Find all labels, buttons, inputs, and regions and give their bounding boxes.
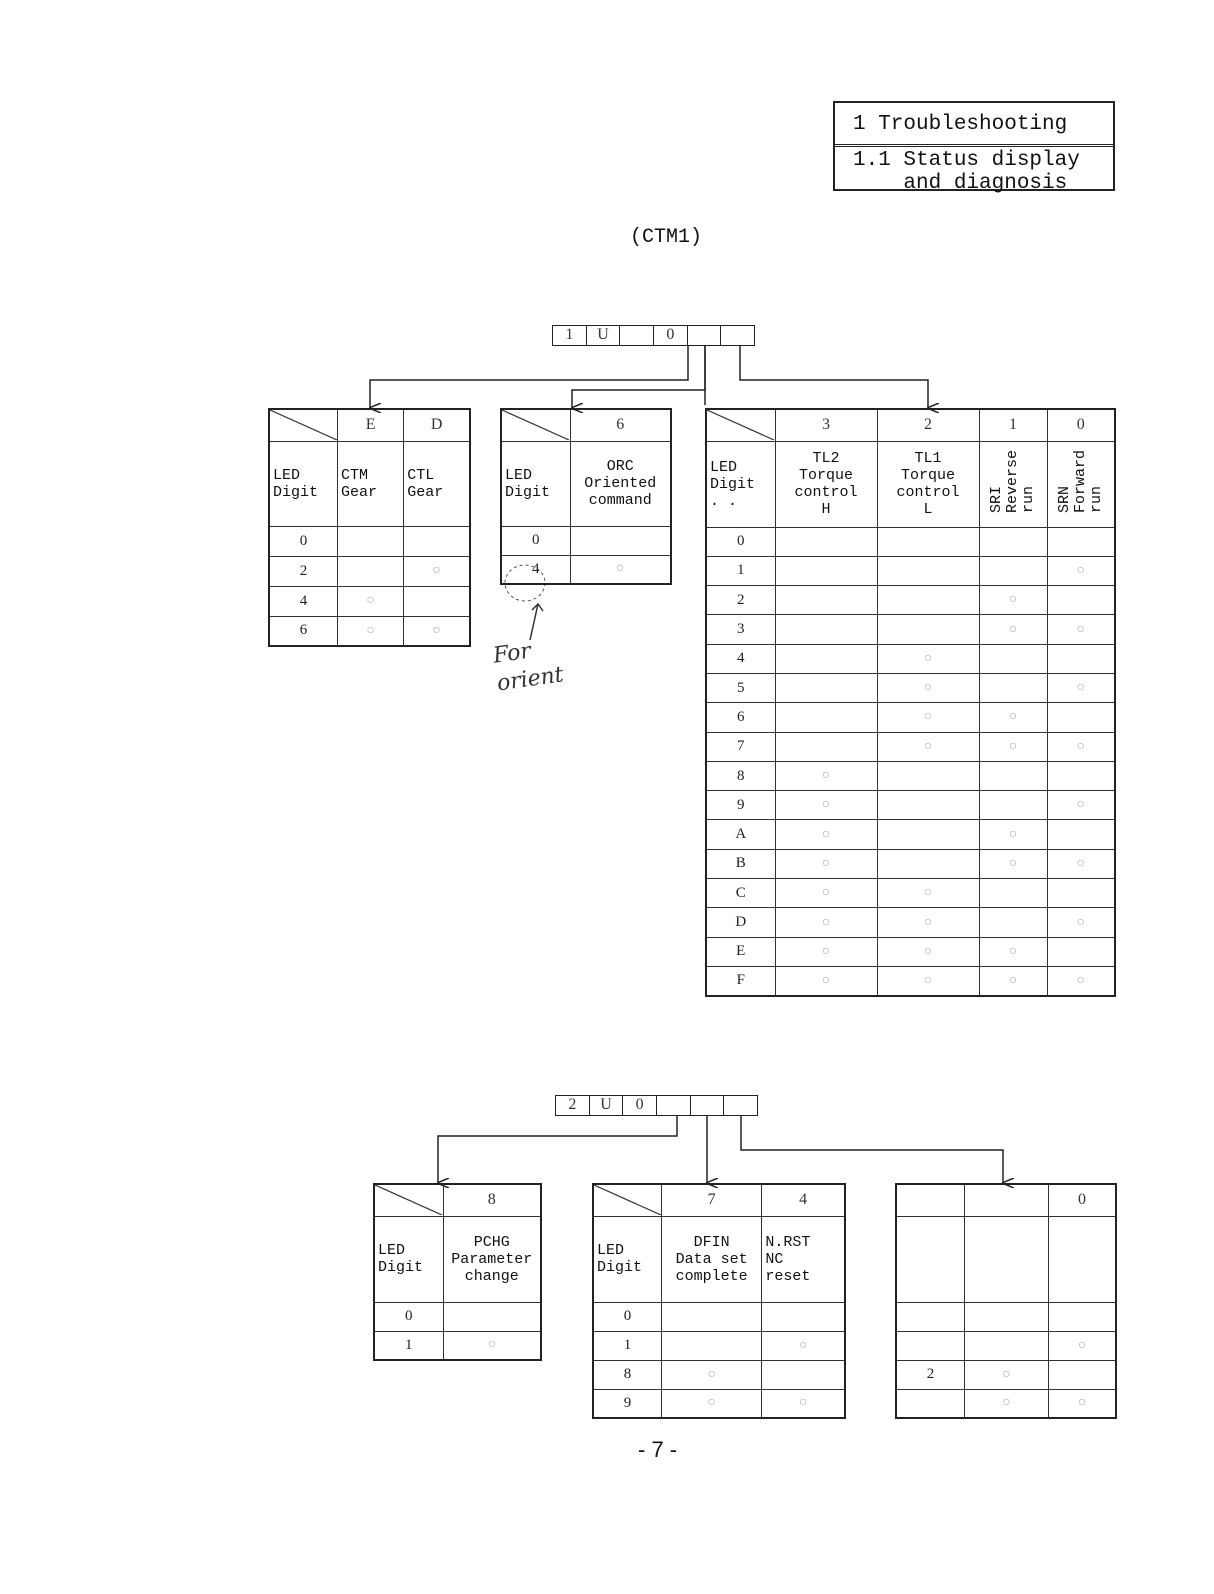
mark-cell: ○ bbox=[877, 673, 979, 702]
column-label: DFIN Data set complete bbox=[662, 1216, 762, 1302]
led-digit-label: LED Digit . . bbox=[706, 441, 775, 527]
mark-cell bbox=[762, 1302, 845, 1331]
mark-cell bbox=[1047, 527, 1115, 556]
table-row bbox=[706, 527, 1115, 556]
mark-cell: ○ bbox=[443, 1331, 541, 1360]
mark-cell: ○ bbox=[979, 966, 1047, 995]
digit-cell: 2 bbox=[269, 556, 337, 586]
mark-cell bbox=[662, 1331, 762, 1360]
rotated-label: SRI Reverse run bbox=[988, 449, 1037, 513]
table-row bbox=[706, 556, 1115, 585]
mark-cell bbox=[877, 820, 979, 849]
register-2-cell: 0 bbox=[623, 1096, 657, 1115]
table-row bbox=[706, 849, 1115, 878]
bit-header: D bbox=[404, 409, 470, 441]
bit-header: 7 bbox=[662, 1184, 762, 1216]
mark-cell: ○ bbox=[337, 616, 403, 646]
mark-cell: ○ bbox=[775, 849, 877, 878]
mark-cell bbox=[979, 527, 1047, 556]
mark-cell: ○ bbox=[1047, 732, 1115, 761]
register-1-cell: U bbox=[587, 326, 621, 345]
subsection-title: 1.1 Status display and diagnosis bbox=[853, 149, 1080, 195]
mark-cell: ○ bbox=[762, 1331, 845, 1360]
bit-header: 8 bbox=[443, 1184, 541, 1216]
mark-cell: ○ bbox=[775, 879, 877, 908]
mark-cell: ○ bbox=[979, 937, 1047, 966]
mark-cell: ○ bbox=[964, 1389, 1048, 1418]
bit-header: 1 bbox=[979, 409, 1047, 441]
column-label bbox=[1049, 1216, 1116, 1302]
mark-cell bbox=[979, 673, 1047, 702]
mark-cell bbox=[877, 761, 979, 790]
digit-cell: 1 bbox=[706, 556, 775, 585]
digit-cell: E bbox=[706, 937, 775, 966]
digit-cell: 2 bbox=[896, 1360, 964, 1389]
digit-cell: 7 bbox=[706, 732, 775, 761]
register-2-cell: 2 bbox=[556, 1096, 590, 1115]
mark-cell: ○ bbox=[979, 586, 1047, 615]
mark-cell bbox=[1047, 937, 1115, 966]
digit-cell: A bbox=[706, 820, 775, 849]
mark-cell bbox=[877, 791, 979, 820]
digit-cell: 4 bbox=[269, 586, 337, 616]
digit-cell: F bbox=[706, 966, 775, 995]
digit-cell: 3 bbox=[706, 615, 775, 644]
handwritten-note: For orient bbox=[491, 638, 566, 697]
bit-header: 3 bbox=[775, 409, 877, 441]
mark-cell: ○ bbox=[979, 703, 1047, 732]
bit-header: 0 bbox=[1047, 409, 1115, 441]
mark-cell bbox=[979, 761, 1047, 790]
mark-cell bbox=[662, 1302, 762, 1331]
mark-cell: ○ bbox=[1047, 908, 1115, 937]
digit-cell: 6 bbox=[269, 616, 337, 646]
mark-cell bbox=[979, 908, 1047, 937]
mark-cell: ○ bbox=[1049, 1389, 1116, 1418]
digit-cell: 0 bbox=[269, 526, 337, 556]
mark-cell bbox=[877, 849, 979, 878]
mark-cell: ○ bbox=[1047, 966, 1115, 995]
mark-cell: ○ bbox=[775, 937, 877, 966]
table-row bbox=[706, 615, 1115, 644]
mark-cell bbox=[1047, 703, 1115, 732]
column-label bbox=[1047, 441, 1115, 527]
mark-cell: ○ bbox=[1047, 556, 1115, 585]
mark-cell bbox=[877, 615, 979, 644]
mark-cell: ○ bbox=[877, 966, 979, 995]
table-6 bbox=[500, 408, 672, 585]
bit-header: E bbox=[337, 409, 403, 441]
mark-cell bbox=[775, 644, 877, 673]
section-title: 1 Troubleshooting bbox=[853, 113, 1068, 136]
table-0-bottom bbox=[895, 1183, 1117, 1419]
mark-cell: ○ bbox=[979, 615, 1047, 644]
page-number: - 7 - bbox=[638, 1437, 678, 1462]
mark-cell bbox=[1047, 586, 1115, 615]
column-label bbox=[964, 1216, 1048, 1302]
mark-cell bbox=[877, 586, 979, 615]
digit-cell: 0 bbox=[374, 1302, 443, 1331]
column-label: N.RST NC reset bbox=[762, 1216, 845, 1302]
led-digit-label: LED Digit bbox=[593, 1216, 662, 1302]
mark-cell: ○ bbox=[877, 732, 979, 761]
register-2-cell: U bbox=[590, 1096, 624, 1115]
table-8 bbox=[373, 1183, 542, 1361]
mark-cell bbox=[775, 527, 877, 556]
mark-cell: ○ bbox=[979, 820, 1047, 849]
bit-header: 6 bbox=[570, 409, 671, 441]
led-digit-label: LED Digit bbox=[501, 441, 570, 526]
table-row bbox=[706, 937, 1115, 966]
table-74 bbox=[592, 1183, 846, 1419]
diagonal-cell bbox=[501, 409, 570, 441]
mark-cell: ○ bbox=[1049, 1331, 1116, 1360]
mark-cell: ○ bbox=[1047, 791, 1115, 820]
digit-cell: B bbox=[706, 849, 775, 878]
mark-cell bbox=[1047, 879, 1115, 908]
bit-header: 0 bbox=[1049, 1184, 1116, 1216]
mark-cell: ○ bbox=[404, 616, 470, 646]
table-row bbox=[706, 761, 1115, 790]
mark-cell: ○ bbox=[877, 879, 979, 908]
digit-cell: 9 bbox=[593, 1389, 662, 1418]
digit-cell: 5 bbox=[706, 673, 775, 702]
digit-cell: 8 bbox=[593, 1360, 662, 1389]
mark-cell: ○ bbox=[1047, 673, 1115, 702]
table-3210 bbox=[705, 408, 1116, 997]
mark-cell bbox=[762, 1360, 845, 1389]
table-row bbox=[706, 820, 1115, 849]
mark-cell bbox=[1047, 644, 1115, 673]
mark-cell: ○ bbox=[877, 703, 979, 732]
table-row bbox=[706, 791, 1115, 820]
digit-cell: 0 bbox=[593, 1302, 662, 1331]
digit-cell bbox=[896, 1389, 964, 1418]
register-1-cell: 0 bbox=[654, 326, 688, 345]
mark-cell: ○ bbox=[662, 1389, 762, 1418]
table-ED bbox=[268, 408, 471, 647]
bit-header bbox=[964, 1184, 1048, 1216]
led-digit-label: LED Digit bbox=[269, 441, 337, 526]
mark-cell: ○ bbox=[404, 556, 470, 586]
mark-cell bbox=[979, 556, 1047, 585]
mark-cell bbox=[570, 526, 671, 555]
digit-cell: 2 bbox=[706, 586, 775, 615]
mark-cell: ○ bbox=[762, 1389, 845, 1418]
page-subtitle: (CTM1) bbox=[630, 226, 703, 249]
mark-cell bbox=[775, 586, 877, 615]
column-label bbox=[979, 441, 1047, 527]
digit-cell: 4 bbox=[501, 555, 570, 584]
mark-cell: ○ bbox=[979, 732, 1047, 761]
mark-cell bbox=[404, 526, 470, 556]
digit-cell: 0 bbox=[706, 527, 775, 556]
led-digit-label bbox=[896, 1216, 964, 1302]
mark-cell bbox=[337, 526, 403, 556]
diagonal-cell bbox=[706, 409, 775, 441]
mark-cell: ○ bbox=[662, 1360, 762, 1389]
mark-cell: ○ bbox=[570, 555, 671, 584]
digit-cell: 4 bbox=[706, 644, 775, 673]
mark-cell bbox=[443, 1302, 541, 1331]
mark-cell: ○ bbox=[964, 1360, 1048, 1389]
mark-cell bbox=[775, 556, 877, 585]
digit-cell: C bbox=[706, 879, 775, 908]
mark-cell: ○ bbox=[979, 849, 1047, 878]
mark-cell bbox=[775, 615, 877, 644]
mark-cell bbox=[964, 1302, 1048, 1331]
column-label: PCHG Parameter change bbox=[443, 1216, 541, 1302]
mark-cell bbox=[877, 556, 979, 585]
column-label: CTM Gear bbox=[337, 441, 403, 526]
digit-cell: 8 bbox=[706, 761, 775, 790]
mark-cell bbox=[1047, 820, 1115, 849]
diagonal-cell bbox=[593, 1184, 662, 1216]
mark-cell: ○ bbox=[775, 966, 877, 995]
mark-cell bbox=[404, 586, 470, 616]
digit-cell bbox=[896, 1331, 964, 1360]
table-row bbox=[706, 644, 1115, 673]
column-label: TL1 Torque control L bbox=[877, 441, 979, 527]
table-row bbox=[706, 703, 1115, 732]
register-1-cell: 1 bbox=[553, 326, 587, 345]
column-label: TL2 Torque control H bbox=[775, 441, 877, 527]
mark-cell bbox=[979, 644, 1047, 673]
mark-cell: ○ bbox=[1047, 849, 1115, 878]
digit-cell: 0 bbox=[501, 526, 570, 555]
mark-cell: ○ bbox=[877, 908, 979, 937]
diagonal-cell bbox=[374, 1184, 443, 1216]
mark-cell: ○ bbox=[1047, 615, 1115, 644]
rotated-label: SRN Forward run bbox=[1055, 449, 1105, 513]
table-row bbox=[706, 879, 1115, 908]
mark-cell: ○ bbox=[877, 644, 979, 673]
table-row bbox=[706, 586, 1115, 615]
column-label: CTL Gear bbox=[404, 441, 470, 526]
digit-cell: D bbox=[706, 908, 775, 937]
led-digit-label: LED Digit bbox=[374, 1216, 443, 1302]
mark-cell: ○ bbox=[877, 937, 979, 966]
mark-cell bbox=[775, 673, 877, 702]
table-row bbox=[706, 908, 1115, 937]
mark-cell bbox=[1049, 1360, 1116, 1389]
mark-cell: ○ bbox=[337, 586, 403, 616]
bit-header: 2 bbox=[877, 409, 979, 441]
table-row bbox=[706, 966, 1115, 995]
mark-cell: ○ bbox=[775, 820, 877, 849]
mark-cell bbox=[1049, 1302, 1116, 1331]
digit-cell: 9 bbox=[706, 791, 775, 820]
mark-cell bbox=[775, 703, 877, 732]
mark-cell: ○ bbox=[775, 791, 877, 820]
digit-cell: 1 bbox=[374, 1331, 443, 1360]
mark-cell: ○ bbox=[775, 761, 877, 790]
digit-cell bbox=[896, 1302, 964, 1331]
mark-cell bbox=[1047, 761, 1115, 790]
bit-header bbox=[896, 1184, 964, 1216]
mark-cell bbox=[979, 879, 1047, 908]
column-label: ORC Oriented command bbox=[570, 441, 671, 526]
mark-cell: ○ bbox=[775, 908, 877, 937]
table-row bbox=[706, 673, 1115, 702]
bit-header: 4 bbox=[762, 1184, 845, 1216]
mark-cell bbox=[877, 527, 979, 556]
digit-cell: 6 bbox=[706, 703, 775, 732]
mark-cell bbox=[337, 556, 403, 586]
diagonal-cell bbox=[269, 409, 337, 441]
table-row bbox=[706, 732, 1115, 761]
mark-cell bbox=[964, 1331, 1048, 1360]
mark-cell bbox=[979, 791, 1047, 820]
mark-cell bbox=[775, 732, 877, 761]
digit-cell: 1 bbox=[593, 1331, 662, 1360]
